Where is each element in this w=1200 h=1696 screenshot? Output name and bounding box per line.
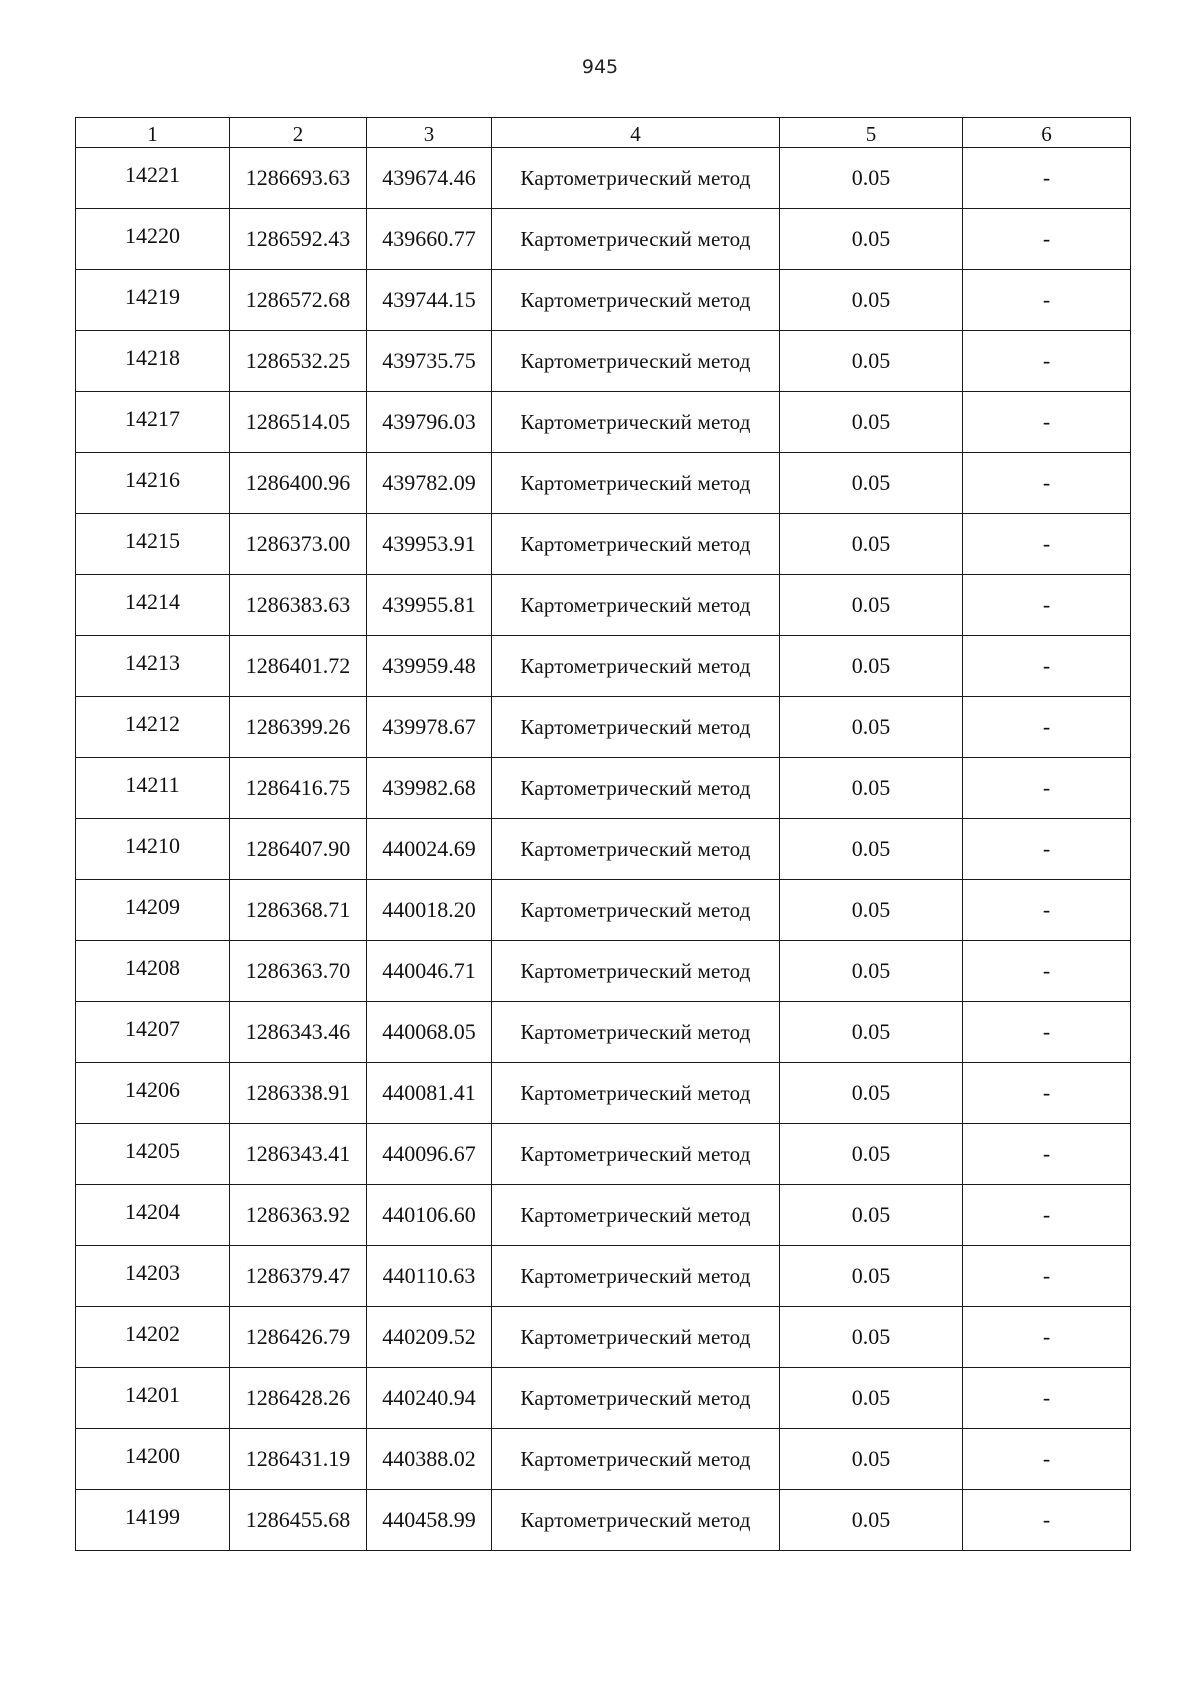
point-number-cell: 14202	[76, 1307, 230, 1368]
point-number-cell: 14221	[76, 148, 230, 209]
method-cell: Картометрический метод	[492, 1185, 780, 1246]
table-row	[76, 1185, 1131, 1246]
y-coordinate-cell: 440240.94	[367, 1368, 492, 1429]
page-number: 945	[581, 56, 619, 78]
x-coordinate-cell: 1286373.00	[230, 514, 367, 575]
point-number-cell: 14220	[76, 209, 230, 270]
point-number-cell: 14210	[76, 819, 230, 880]
point-number-cell: 14213	[76, 636, 230, 697]
x-coordinate-cell: 1286368.71	[230, 880, 367, 941]
method-cell: Картометрический метод	[492, 1124, 780, 1185]
x-coordinate-cell: 1286693.63	[230, 148, 367, 209]
note-cell: -	[963, 819, 1131, 880]
method-cell: Картометрический метод	[492, 1490, 780, 1551]
note-cell: -	[963, 1429, 1131, 1490]
note-cell: -	[963, 392, 1131, 453]
x-coordinate-cell: 1286532.25	[230, 331, 367, 392]
y-coordinate-cell: 439674.46	[367, 148, 492, 209]
y-coordinate-cell: 439796.03	[367, 392, 492, 453]
point-number-cell: 14209	[76, 880, 230, 941]
table-row	[76, 1429, 1131, 1490]
note-cell: -	[963, 514, 1131, 575]
table-row	[76, 880, 1131, 941]
table-row	[76, 514, 1131, 575]
note-cell: -	[963, 1002, 1131, 1063]
accuracy-cell: 0.05	[780, 697, 963, 758]
method-cell: Картометрический метод	[492, 392, 780, 453]
method-cell: Картометрический метод	[492, 575, 780, 636]
y-coordinate-cell: 439782.09	[367, 453, 492, 514]
y-coordinate-cell: 439982.68	[367, 758, 492, 819]
coordinates-table	[75, 117, 1131, 1551]
accuracy-cell: 0.05	[780, 331, 963, 392]
point-number-cell: 14212	[76, 697, 230, 758]
table-body	[76, 148, 1131, 1551]
column-header: 5	[780, 118, 963, 148]
note-cell: -	[963, 148, 1131, 209]
y-coordinate-cell: 439735.75	[367, 331, 492, 392]
point-number-cell: 14203	[76, 1246, 230, 1307]
y-coordinate-cell: 440458.99	[367, 1490, 492, 1551]
y-coordinate-cell: 439978.67	[367, 697, 492, 758]
accuracy-cell: 0.05	[780, 1429, 963, 1490]
y-coordinate-cell: 440081.41	[367, 1063, 492, 1124]
point-number-cell: 14204	[76, 1185, 230, 1246]
y-coordinate-cell: 440106.60	[367, 1185, 492, 1246]
table-row	[76, 1063, 1131, 1124]
x-coordinate-cell: 1286455.68	[230, 1490, 367, 1551]
table-row	[76, 819, 1131, 880]
note-cell: -	[963, 1490, 1131, 1551]
note-cell: -	[963, 1246, 1131, 1307]
table-row	[76, 331, 1131, 392]
method-cell: Картометрический метод	[492, 1368, 780, 1429]
table-row	[76, 209, 1131, 270]
table-row	[76, 1307, 1131, 1368]
x-coordinate-cell: 1286426.79	[230, 1307, 367, 1368]
accuracy-cell: 0.05	[780, 758, 963, 819]
accuracy-cell: 0.05	[780, 1307, 963, 1368]
y-coordinate-cell: 440209.52	[367, 1307, 492, 1368]
accuracy-cell: 0.05	[780, 819, 963, 880]
y-coordinate-cell: 439744.15	[367, 270, 492, 331]
y-coordinate-cell: 440046.71	[367, 941, 492, 1002]
accuracy-cell: 0.05	[780, 514, 963, 575]
table-row	[76, 270, 1131, 331]
note-cell: -	[963, 941, 1131, 1002]
point-number-cell: 14199	[76, 1490, 230, 1551]
point-number-cell: 14206	[76, 1063, 230, 1124]
x-coordinate-cell: 1286400.96	[230, 453, 367, 514]
note-cell: -	[963, 1307, 1131, 1368]
method-cell: Картометрический метод	[492, 880, 780, 941]
y-coordinate-cell: 439959.48	[367, 636, 492, 697]
x-coordinate-cell: 1286514.05	[230, 392, 367, 453]
method-cell: Картометрический метод	[492, 1246, 780, 1307]
method-cell: Картометрический метод	[492, 1307, 780, 1368]
point-number-cell: 14200	[76, 1429, 230, 1490]
column-header: 3	[367, 118, 492, 148]
accuracy-cell: 0.05	[780, 392, 963, 453]
table-row	[76, 1368, 1131, 1429]
note-cell: -	[963, 453, 1131, 514]
table-row	[76, 758, 1131, 819]
method-cell: Картометрический метод	[492, 758, 780, 819]
note-cell: -	[963, 880, 1131, 941]
method-cell: Картометрический метод	[492, 1429, 780, 1490]
accuracy-cell: 0.05	[780, 1490, 963, 1551]
accuracy-cell: 0.05	[780, 1063, 963, 1124]
table-row	[76, 697, 1131, 758]
method-cell: Картометрический метод	[492, 514, 780, 575]
column-header: 4	[492, 118, 780, 148]
method-cell: Картометрический метод	[492, 331, 780, 392]
table-row	[76, 453, 1131, 514]
note-cell: -	[963, 1063, 1131, 1124]
note-cell: -	[963, 575, 1131, 636]
note-cell: -	[963, 209, 1131, 270]
x-coordinate-cell: 1286383.63	[230, 575, 367, 636]
accuracy-cell: 0.05	[780, 575, 963, 636]
x-coordinate-cell: 1286431.19	[230, 1429, 367, 1490]
method-cell: Картометрический метод	[492, 453, 780, 514]
point-number-cell: 14205	[76, 1124, 230, 1185]
x-coordinate-cell: 1286379.47	[230, 1246, 367, 1307]
point-number-cell: 14216	[76, 453, 230, 514]
table-row	[76, 392, 1131, 453]
x-coordinate-cell: 1286428.26	[230, 1368, 367, 1429]
x-coordinate-cell: 1286399.26	[230, 697, 367, 758]
x-coordinate-cell: 1286416.75	[230, 758, 367, 819]
method-cell: Картометрический метод	[492, 941, 780, 1002]
note-cell: -	[963, 697, 1131, 758]
y-coordinate-cell: 440068.05	[367, 1002, 492, 1063]
x-coordinate-cell: 1286401.72	[230, 636, 367, 697]
y-coordinate-cell: 439953.91	[367, 514, 492, 575]
accuracy-cell: 0.05	[780, 880, 963, 941]
accuracy-cell: 0.05	[780, 209, 963, 270]
note-cell: -	[963, 1368, 1131, 1429]
note-cell: -	[963, 1124, 1131, 1185]
y-coordinate-cell: 440018.20	[367, 880, 492, 941]
accuracy-cell: 0.05	[780, 941, 963, 1002]
accuracy-cell: 0.05	[780, 270, 963, 331]
note-cell: -	[963, 331, 1131, 392]
accuracy-cell: 0.05	[780, 1185, 963, 1246]
point-number-cell: 14215	[76, 514, 230, 575]
point-number-cell: 14201	[76, 1368, 230, 1429]
table-row	[76, 1124, 1131, 1185]
table-row	[76, 636, 1131, 697]
y-coordinate-cell: 440110.63	[367, 1246, 492, 1307]
x-coordinate-cell: 1286363.70	[230, 941, 367, 1002]
y-coordinate-cell: 439955.81	[367, 575, 492, 636]
note-cell: -	[963, 1185, 1131, 1246]
point-number-cell: 14208	[76, 941, 230, 1002]
x-coordinate-cell: 1286343.41	[230, 1124, 367, 1185]
table-header-row	[76, 118, 1131, 148]
y-coordinate-cell: 440096.67	[367, 1124, 492, 1185]
table-row	[76, 1490, 1131, 1551]
note-cell: -	[963, 270, 1131, 331]
x-coordinate-cell: 1286592.43	[230, 209, 367, 270]
point-number-cell: 14219	[76, 270, 230, 331]
method-cell: Картометрический метод	[492, 1063, 780, 1124]
accuracy-cell: 0.05	[780, 1246, 963, 1307]
accuracy-cell: 0.05	[780, 636, 963, 697]
table-row	[76, 1246, 1131, 1307]
point-number-cell: 14214	[76, 575, 230, 636]
point-number-cell: 14218	[76, 331, 230, 392]
x-coordinate-cell: 1286363.92	[230, 1185, 367, 1246]
note-cell: -	[963, 636, 1131, 697]
x-coordinate-cell: 1286572.68	[230, 270, 367, 331]
method-cell: Картометрический метод	[492, 270, 780, 331]
method-cell: Картометрический метод	[492, 697, 780, 758]
column-header: 1	[76, 118, 230, 148]
table-row	[76, 148, 1131, 209]
method-cell: Картометрический метод	[492, 1002, 780, 1063]
x-coordinate-cell: 1286338.91	[230, 1063, 367, 1124]
accuracy-cell: 0.05	[780, 453, 963, 514]
point-number-cell: 14207	[76, 1002, 230, 1063]
point-number-cell: 14211	[76, 758, 230, 819]
point-number-cell: 14217	[76, 392, 230, 453]
accuracy-cell: 0.05	[780, 1002, 963, 1063]
x-coordinate-cell: 1286407.90	[230, 819, 367, 880]
table-row	[76, 1002, 1131, 1063]
table-row	[76, 941, 1131, 1002]
method-cell: Картометрический метод	[492, 148, 780, 209]
accuracy-cell: 0.05	[780, 1124, 963, 1185]
y-coordinate-cell: 440024.69	[367, 819, 492, 880]
column-header: 6	[963, 118, 1131, 148]
table-row	[76, 575, 1131, 636]
method-cell: Картометрический метод	[492, 636, 780, 697]
method-cell: Картометрический метод	[492, 819, 780, 880]
accuracy-cell: 0.05	[780, 148, 963, 209]
x-coordinate-cell: 1286343.46	[230, 1002, 367, 1063]
note-cell: -	[963, 758, 1131, 819]
y-coordinate-cell: 439660.77	[367, 209, 492, 270]
method-cell: Картометрический метод	[492, 209, 780, 270]
accuracy-cell: 0.05	[780, 1368, 963, 1429]
column-header: 2	[230, 118, 367, 148]
y-coordinate-cell: 440388.02	[367, 1429, 492, 1490]
